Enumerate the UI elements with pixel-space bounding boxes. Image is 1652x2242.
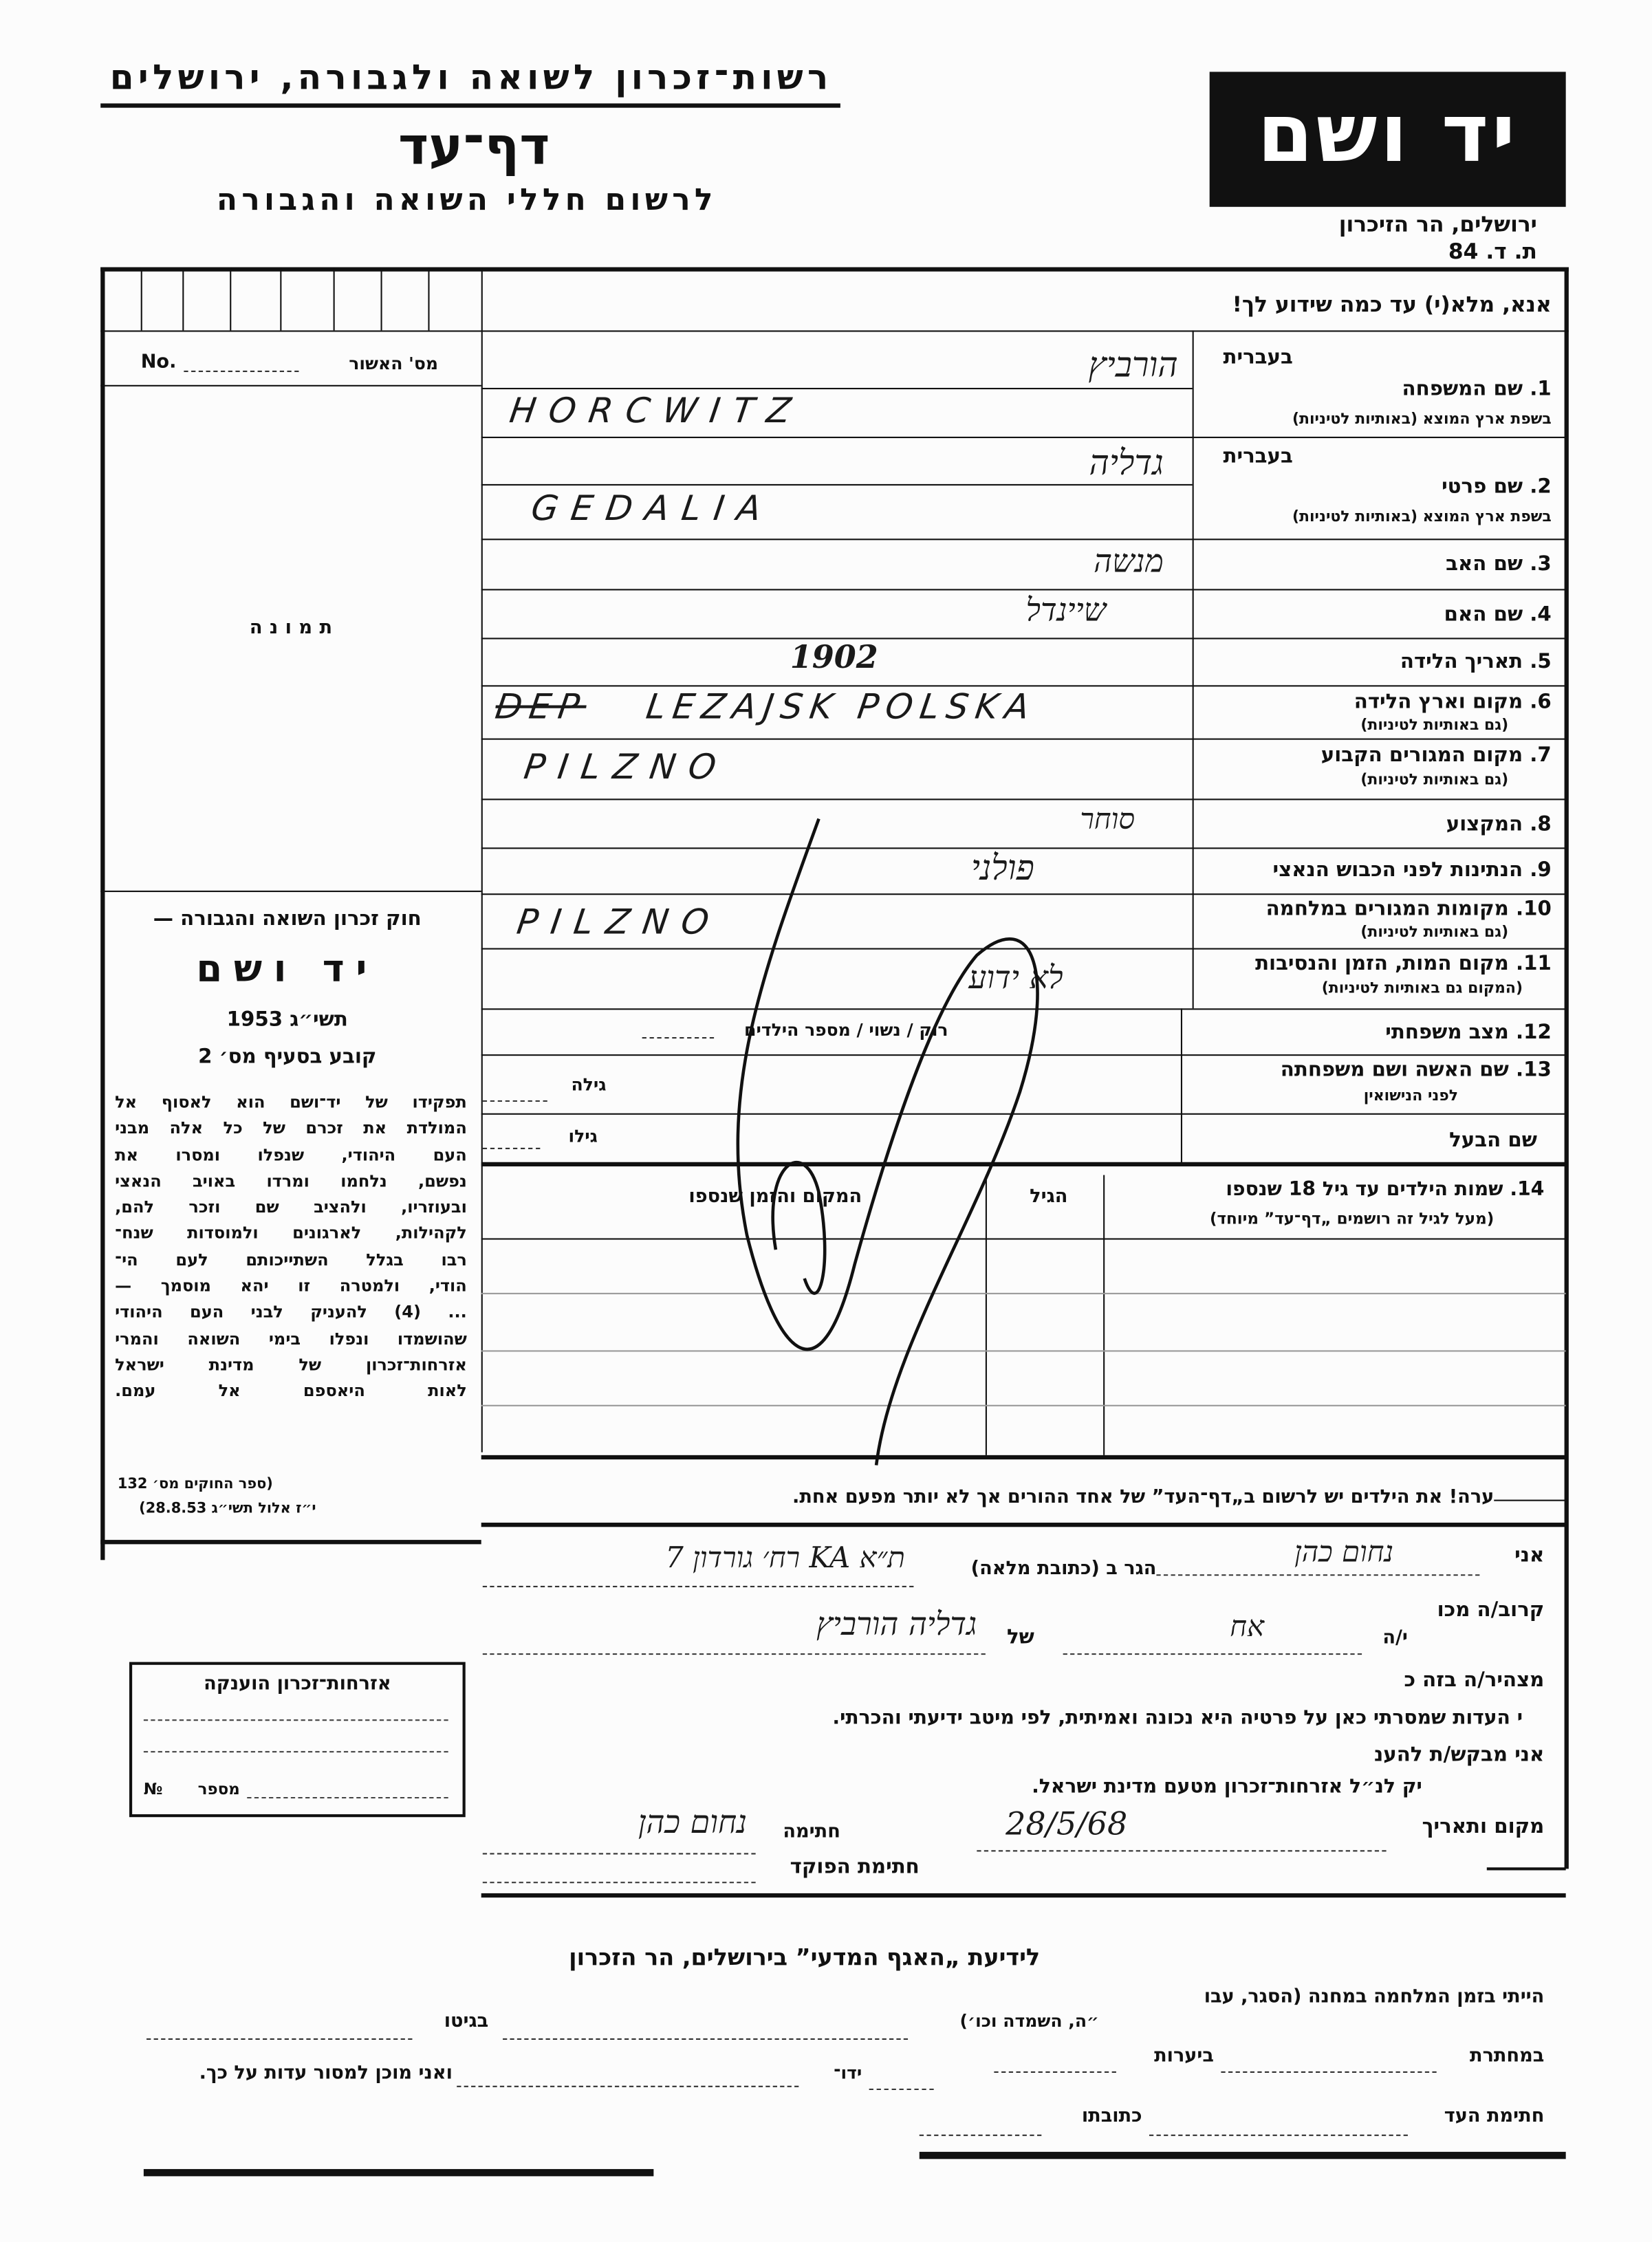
husband-age-field[interactable]	[483, 1139, 541, 1149]
law-body-line: רבו בגלל השתייכותם לעם הי־	[115, 1249, 467, 1270]
row-divider	[481, 538, 1566, 540]
field-10-sub: (גם באותיות לטיניות)	[1360, 924, 1509, 942]
subtitle: לרשום חללי השואה והגבורה	[216, 182, 717, 217]
place-date-label: מקום ותאריך	[1422, 1816, 1545, 1839]
box-divider	[230, 267, 231, 330]
death-place-value[interactable]: לא ידוע	[968, 961, 1063, 997]
law-year: תשי״ג 1953	[226, 1008, 348, 1032]
page-title: דף־עד	[398, 118, 550, 177]
marital-options[interactable]: רוק / נשוי / מספר הילדים	[744, 1019, 948, 1041]
row-divider	[481, 798, 1566, 800]
field-4-label	[1264, 603, 1552, 626]
instruction: אנא, מלא(י) עד כמה שידוע לך!	[1232, 292, 1552, 318]
relative-label: קרוב/ה מכו	[1437, 1598, 1545, 1622]
row-divider	[481, 437, 1566, 438]
approval-number-field[interactable]	[184, 353, 298, 372]
frame-top	[100, 267, 1569, 271]
field-number: 9.	[1530, 859, 1552, 882]
frame-left	[100, 267, 105, 1560]
law-logo: יד ושם	[196, 948, 379, 992]
divider	[920, 2152, 1566, 2159]
law-body	[115, 1089, 467, 1404]
signature-label: חתימה	[783, 1821, 840, 1843]
birth-date-value[interactable]: 1902	[790, 639, 878, 677]
field-2-sub: בשפת ארץ המוצא (באותיות לטיניות)	[1292, 508, 1552, 526]
field-6-sub: (גם באותיות לטיניות)	[1360, 717, 1509, 734]
of-field[interactable]	[483, 1645, 986, 1655]
signature-field[interactable]	[483, 1844, 756, 1855]
row-divider	[481, 739, 1566, 740]
divider	[100, 1540, 481, 1544]
forests-field[interactable]	[994, 2063, 1116, 2073]
address: ירושלים, הר הזיכרון	[1338, 211, 1537, 237]
husband-name-label: שם הבעל	[1449, 1129, 1537, 1153]
box-divider	[428, 267, 429, 330]
org-line: רשות־זכרון לשואה ולגבורה, ירושלים	[109, 57, 833, 98]
known-field[interactable]	[869, 2080, 934, 2090]
law-heading: חוק זכרון השואה והגבורה —	[153, 908, 422, 931]
field-label: מצב משפחתי	[1385, 1021, 1509, 1045]
field-1-sub: בשפת ארץ המוצא (באותיות לטיניות)	[1292, 411, 1552, 428]
row-divider	[481, 589, 1566, 590]
address-label: הגר ב (כתובת מלאה)	[970, 1558, 1157, 1580]
law-body-line: לקהילות, לארגונים ולמוסדות שנח־	[115, 1223, 467, 1243]
address-value[interactable]: ת״א KA רח׳ גורדון 7	[665, 1540, 905, 1575]
relative-suffix: י/ה	[1382, 1627, 1408, 1649]
column-divider	[481, 267, 483, 1452]
given-name-latin[interactable]: GEDALIA	[528, 488, 776, 529]
row-divider	[481, 484, 1193, 486]
number-symbol: №	[143, 1779, 163, 1799]
law-body-line: שהושמדו ונפלו בימי השואה והמרי	[115, 1328, 467, 1349]
camp-line: הייתי בזמן המלחמה במחנה (הסגר, עבו	[1204, 1986, 1545, 2009]
request-label: אני מבקש/ת להענ	[1373, 1743, 1545, 1767]
approval-no-label: No.	[140, 351, 177, 374]
label-column-divider	[1193, 330, 1194, 1008]
column-divider	[1181, 1008, 1182, 1164]
testimony-field[interactable]	[457, 2077, 798, 2087]
divider	[144, 2169, 653, 2176]
in-hebrew-label: בעברית	[1223, 346, 1293, 369]
field-number: 2.	[1530, 475, 1552, 499]
field-10-label	[1199, 897, 1552, 920]
underground-label: במחתרת	[1470, 2045, 1545, 2067]
divider	[1494, 1500, 1565, 1501]
children-title: 14. שמות הילדים עד גיל 18 שנספו	[1226, 1177, 1545, 1201]
field-label: שם האשה ושם משפחתה	[1280, 1058, 1509, 1082]
citizenship-number-label: מספר	[197, 1779, 240, 1799]
relation-value[interactable]: אח	[1230, 1609, 1265, 1644]
wartime-residence-value[interactable]: PILZNO	[514, 902, 725, 943]
divider	[481, 1523, 1566, 1527]
camp-line-cont: ״ה, השמדה וכו׳)	[959, 2011, 1099, 2032]
request-text: יק לנ״ל אזרחות־זכרון מטעם מדינת ישראל.	[1032, 1775, 1422, 1799]
address-field[interactable]	[483, 1577, 914, 1587]
field-1-label	[1264, 378, 1552, 400]
place-date-value[interactable]: 28/5/68	[1006, 1807, 1128, 1843]
box-divider	[141, 267, 142, 330]
children-sub: (מעל לגיל זה רושמים „דף־עד” מיוחד)	[1209, 1209, 1495, 1228]
field-number: 13.	[1515, 1058, 1552, 1082]
field-6-label	[1235, 691, 1552, 714]
divider	[1487, 1867, 1566, 1870]
photo-label: תמונה	[249, 618, 340, 640]
citizenship-line[interactable]	[144, 1751, 448, 1752]
profession-value[interactable]: סוחר	[1080, 801, 1135, 836]
row-divider	[481, 638, 1566, 639]
field-3-label	[1264, 553, 1552, 576]
field-label: שם המשפחה	[1402, 378, 1523, 401]
wife-age-field[interactable]	[483, 1089, 547, 1102]
field-5-label	[1264, 651, 1552, 673]
field-number: 7.	[1530, 743, 1552, 768]
field-label: מקום המות, הזמן והנסיבות	[1255, 952, 1509, 976]
witness-signature-label: חתימת העד	[1444, 2106, 1545, 2128]
field-number: 6.	[1530, 690, 1552, 715]
declarant-name-value[interactable]: נחום כהן	[1294, 1534, 1394, 1569]
father-name-value[interactable]: מנשה	[1094, 544, 1164, 580]
given-name-hebrew[interactable]: גדליה	[1089, 442, 1164, 483]
field-number: 1.	[1530, 378, 1552, 401]
mother-name-value[interactable]: שיינדל	[1025, 593, 1107, 629]
i-label: אני	[1514, 1544, 1545, 1567]
of-label: של	[1006, 1626, 1034, 1649]
citizenship-number-field[interactable]	[247, 1797, 448, 1798]
wife-age-label: גילה	[571, 1074, 607, 1095]
field-number: 8.	[1530, 813, 1552, 836]
field-number: 10.	[1515, 897, 1552, 921]
field-label: שם פרטי	[1442, 475, 1523, 499]
underground-field[interactable]	[1221, 2063, 1436, 2073]
field-9-label	[1199, 859, 1552, 882]
law-body-line: אזרחות־זכרון של מדינת ישראל	[115, 1354, 467, 1375]
field-label: תאריך הלידה	[1400, 651, 1523, 674]
divider	[100, 103, 840, 107]
field-13-label	[1199, 1058, 1552, 1081]
box-divider	[182, 267, 184, 330]
signature-value[interactable]: נחום כהן	[638, 1805, 748, 1842]
law-body-line: תפקידו של יד־ושם הוא לאסוף אל	[115, 1091, 467, 1112]
row-divider	[481, 388, 1193, 389]
citizenship-line[interactable]	[144, 1719, 448, 1721]
law-clause: קובע בסעיף מס׳ 2	[198, 1045, 377, 1069]
law-body-line: ... (4) להעניק לבני העם היהודי	[115, 1302, 467, 1323]
law-body-line: לאות היאספם אל עמם.	[115, 1380, 467, 1402]
divider	[100, 385, 481, 387]
field-2-label	[1264, 475, 1552, 498]
field-11-sub: (המקום גם באותיות לטיניות)	[1321, 979, 1523, 997]
approval-label: מס' האשור	[349, 353, 439, 374]
row-divider	[100, 330, 1569, 331]
field-number: 5.	[1530, 651, 1552, 674]
citizenship-title: אזרחות־זכרון הוענקה	[204, 1673, 391, 1695]
box-divider	[381, 267, 382, 330]
camp-field[interactable]	[503, 2029, 908, 2040]
divider	[481, 1893, 1566, 1897]
husband-age-label: גילו	[568, 1126, 598, 1146]
ghetto-label: בגיטו	[444, 2011, 489, 2033]
relation-field[interactable]	[1063, 1645, 1362, 1655]
field-number: 12.	[1515, 1021, 1552, 1045]
field-label: שם האם	[1444, 603, 1523, 627]
field-13-sub: לפני הנישואין	[1363, 1087, 1459, 1105]
family-name-latin[interactable]: HORCWITZ	[507, 391, 807, 431]
law-body-line: ובעוזריו, ולהציב שם וזכר להם,	[115, 1197, 467, 1217]
scientific-dept-heading: לידיעת „האגף המדעי” בירושלים, הר הזכרון	[569, 1944, 1041, 1971]
field-label: מקום וארץ הלידה	[1354, 690, 1523, 715]
diagonal-scribble-mark	[603, 805, 1077, 1523]
birth-place-struck-value: DEP	[492, 686, 589, 727]
witness-signature-field[interactable]	[1149, 2126, 1408, 2136]
law-citation-1: (ספר החוקים מס׳ 132	[117, 1477, 273, 1493]
ready-text: ואני מוכן למסור עדות על כך.	[199, 2063, 453, 2085]
family-name-hebrew[interactable]: הורביץ	[1088, 345, 1178, 385]
field-label: שם האב	[1446, 553, 1523, 576]
officer-signature-label: חתימת הפוקד	[790, 1855, 920, 1880]
citizenship-box	[129, 1662, 466, 1818]
ghetto-field[interactable]	[146, 2029, 412, 2040]
declare-label: מצהיר/ה בזה כ	[1404, 1669, 1545, 1693]
law-citation-2: י״ז אלול תשי״ג 28.8.53)	[139, 1501, 316, 1517]
field-label: המקצוע	[1446, 813, 1523, 836]
field-12-label	[1199, 1021, 1552, 1044]
children-age-header: הגיל	[1030, 1186, 1068, 1208]
field-7-sub: (גם באותיות לטיניות)	[1360, 771, 1509, 789]
law-body-line: הודי, ולמטרה זו יהא מוסמך —	[115, 1275, 467, 1296]
forests-label: ביערות	[1154, 2045, 1214, 2067]
field-label: הנתינות לפני הכבוש הנאצי	[1272, 859, 1523, 882]
field-11-label	[1199, 953, 1552, 975]
known-label: ידו־	[834, 2063, 862, 2083]
of-value[interactable]: גדליה הורביץ	[816, 1607, 977, 1644]
officer-signature-field[interactable]	[483, 1873, 756, 1884]
place-date-field[interactable]	[977, 1842, 1386, 1852]
field-7-label	[1235, 744, 1552, 767]
po-box: ת. ד. 84	[1448, 238, 1537, 265]
children-place-header: המקום והזמן שנספו	[688, 1186, 862, 1208]
frame-right	[1565, 267, 1569, 1869]
in-hebrew-label: בעברית	[1223, 445, 1293, 468]
law-body-line: המולדת את זכרם של כל אלה מבני	[115, 1118, 467, 1138]
witness-address-field[interactable]	[920, 2126, 1042, 2136]
nationality-value[interactable]: פולני	[970, 847, 1034, 888]
children-note: ערה! את הילדים יש לרשום ב„דף־העד” של אחד ההורים אך לא יותר מפעם אחת.	[792, 1486, 1495, 1509]
residence-value[interactable]: PILZNO	[521, 747, 732, 787]
field-number: 11.	[1515, 952, 1552, 976]
yad-vashem-logo: יד ושם	[1210, 72, 1566, 206]
box-divider	[334, 267, 335, 330]
field-label: מקומות המגורים במלחמה	[1265, 897, 1509, 921]
field-number: 3.	[1530, 553, 1552, 576]
declare-text: י העדות שמסרתי כאן על פרטיה היא נכונה ואמיתית, לפי מיטב ידיעתי והכרתי.	[832, 1706, 1523, 1730]
divider	[100, 891, 481, 892]
field-label: מקום המגורים הקבוע	[1320, 743, 1523, 768]
column-divider	[1103, 1175, 1105, 1455]
field-number: 4.	[1530, 603, 1552, 627]
law-body-line: נפשם, נלחמו ומרדו באויב הנאצי	[115, 1171, 467, 1191]
law-body-line: העם היהודי, שנפלו ומסרו את	[115, 1144, 467, 1165]
witness-address-label: כתובתו	[1081, 2106, 1142, 2128]
field-8-label	[1264, 813, 1552, 836]
birth-place-value[interactable]: LEZAJSK POLSKA	[643, 686, 1039, 727]
box-divider	[280, 267, 281, 330]
